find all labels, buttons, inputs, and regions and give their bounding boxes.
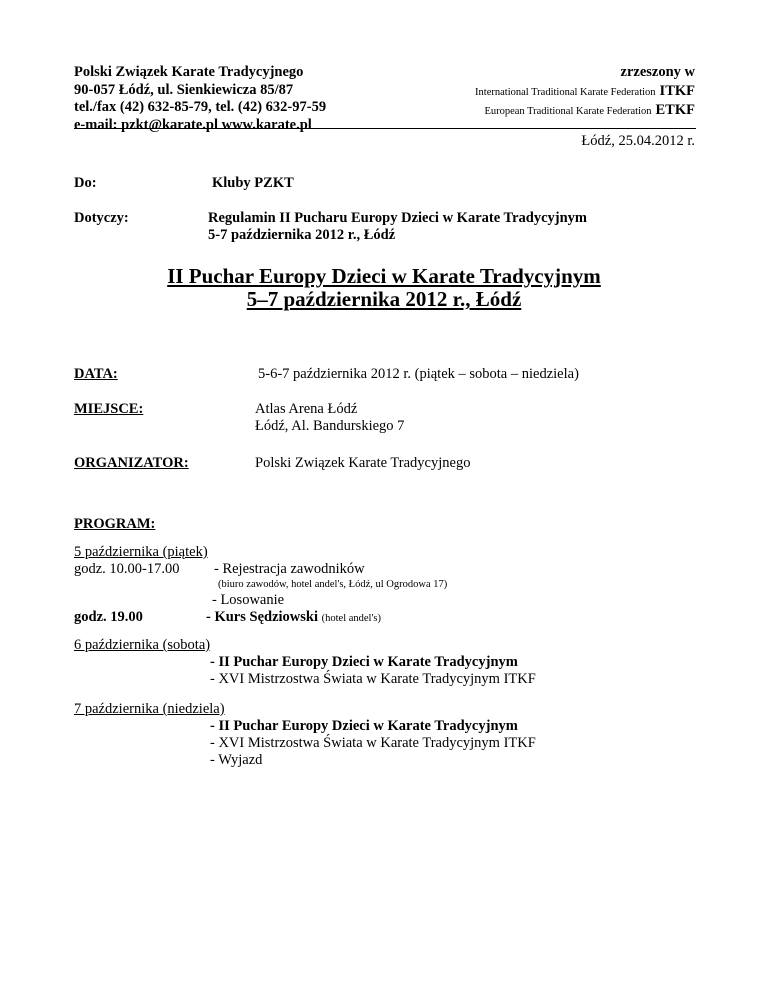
federation-abbr: ITKF [659,82,695,99]
venue-label: MIEJSCE: [74,401,144,417]
program-day1-item3-note: (hotel andel's) [321,613,381,624]
venue-line-2: Łódź, Al. Bandurskiego 7 [255,418,405,434]
organizer-value: Polski Związek Karate Tradycyjnego [255,455,471,471]
document-date: Łódź, 25.04.2012 r. [581,133,695,149]
program-day1-item1-note: (biuro zawodów, hotel andel's, Łódź, ul Ogrodowa 17) [218,579,448,590]
letterhead-organization [74,64,326,134]
federation-name: International Traditional Karate Federation [475,86,656,98]
document-title [0,265,768,311]
program-day1-item2: - Losowanie [212,592,285,608]
program-day1-heading: 5 października (piątek) [74,544,208,560]
date-label: DATA: [74,366,118,382]
federation-itkf [475,82,695,102]
program-day3-item3: - Wyjazd [210,752,263,768]
federation-etkf [475,101,695,121]
subject-value [208,210,587,244]
to-value: Kluby PZKT [212,175,294,191]
letterhead-affiliation [475,64,695,121]
date-value: 5-6-7 października 2012 r. (piątek – sobota – niedziela) [258,366,579,382]
venue-value [255,401,404,435]
title-line-2: 5–7 października 2012 r., Łódź [246,287,522,311]
organizer-label: ORGANIZATOR: [74,455,189,471]
federation-abbr: ETKF [655,102,695,118]
program-day1-time1: godz. 10.00-17.00 [74,561,180,577]
program-day2-item2: - XVI Mistrzostwa Świata w Karate Tradycyjnym ITKF [210,671,536,687]
venue-line-1: Atlas Arena Łódź [255,401,358,417]
program-day2-item1: - II Puchar Europy Dzieci w Karate Tradycyjnym [210,654,518,670]
program-day2-heading: 6 października (sobota) [74,637,211,653]
program-day1-time2: godz. 19.00 [74,609,143,625]
to-label: Do: [74,175,97,191]
title-line-1: II Puchar Europy Dzieci w Karate Tradycyjnym [167,264,601,288]
program-day3-item1: - II Puchar Europy Dzieci w Karate Tradycyjnym [210,718,518,734]
org-contact: e-mail: pzkt@karate.pl www.karate.pl [74,116,312,133]
subject-line-1: Regulamin II Pucharu Europy Dzieci w Karate Tradycyjnym [208,210,588,226]
org-address: 90-057 Łódź, ul. Sienkiewicza 85/87 [74,81,294,98]
program-day1-item1: - Rejestracja zawodników [214,561,365,577]
federation-name: European Traditional Karate Federation [484,106,652,117]
header-divider [74,128,696,129]
org-name: Polski Związek Karate Tradycyjnego [74,64,304,80]
program-day1-item3-row [206,609,381,627]
org-phone: tel./fax (42) 632-85-79, tel. (42) 632-97-59 [74,99,327,115]
program-day3-heading: 7 października (niedziela) [74,701,225,717]
program-label: PROGRAM: [74,516,156,532]
affiliation-label: zrzeszony w [620,64,695,80]
program-day1-item3: - Kurs Sędziowski [206,609,318,625]
subject-line-2: 5-7 października 2012 r., Łódź [208,227,396,243]
subject-label: Dotyczy: [74,210,129,226]
program-day3-item2: - XVI Mistrzostwa Świata w Karate Tradycyjnym ITKF [210,735,536,751]
